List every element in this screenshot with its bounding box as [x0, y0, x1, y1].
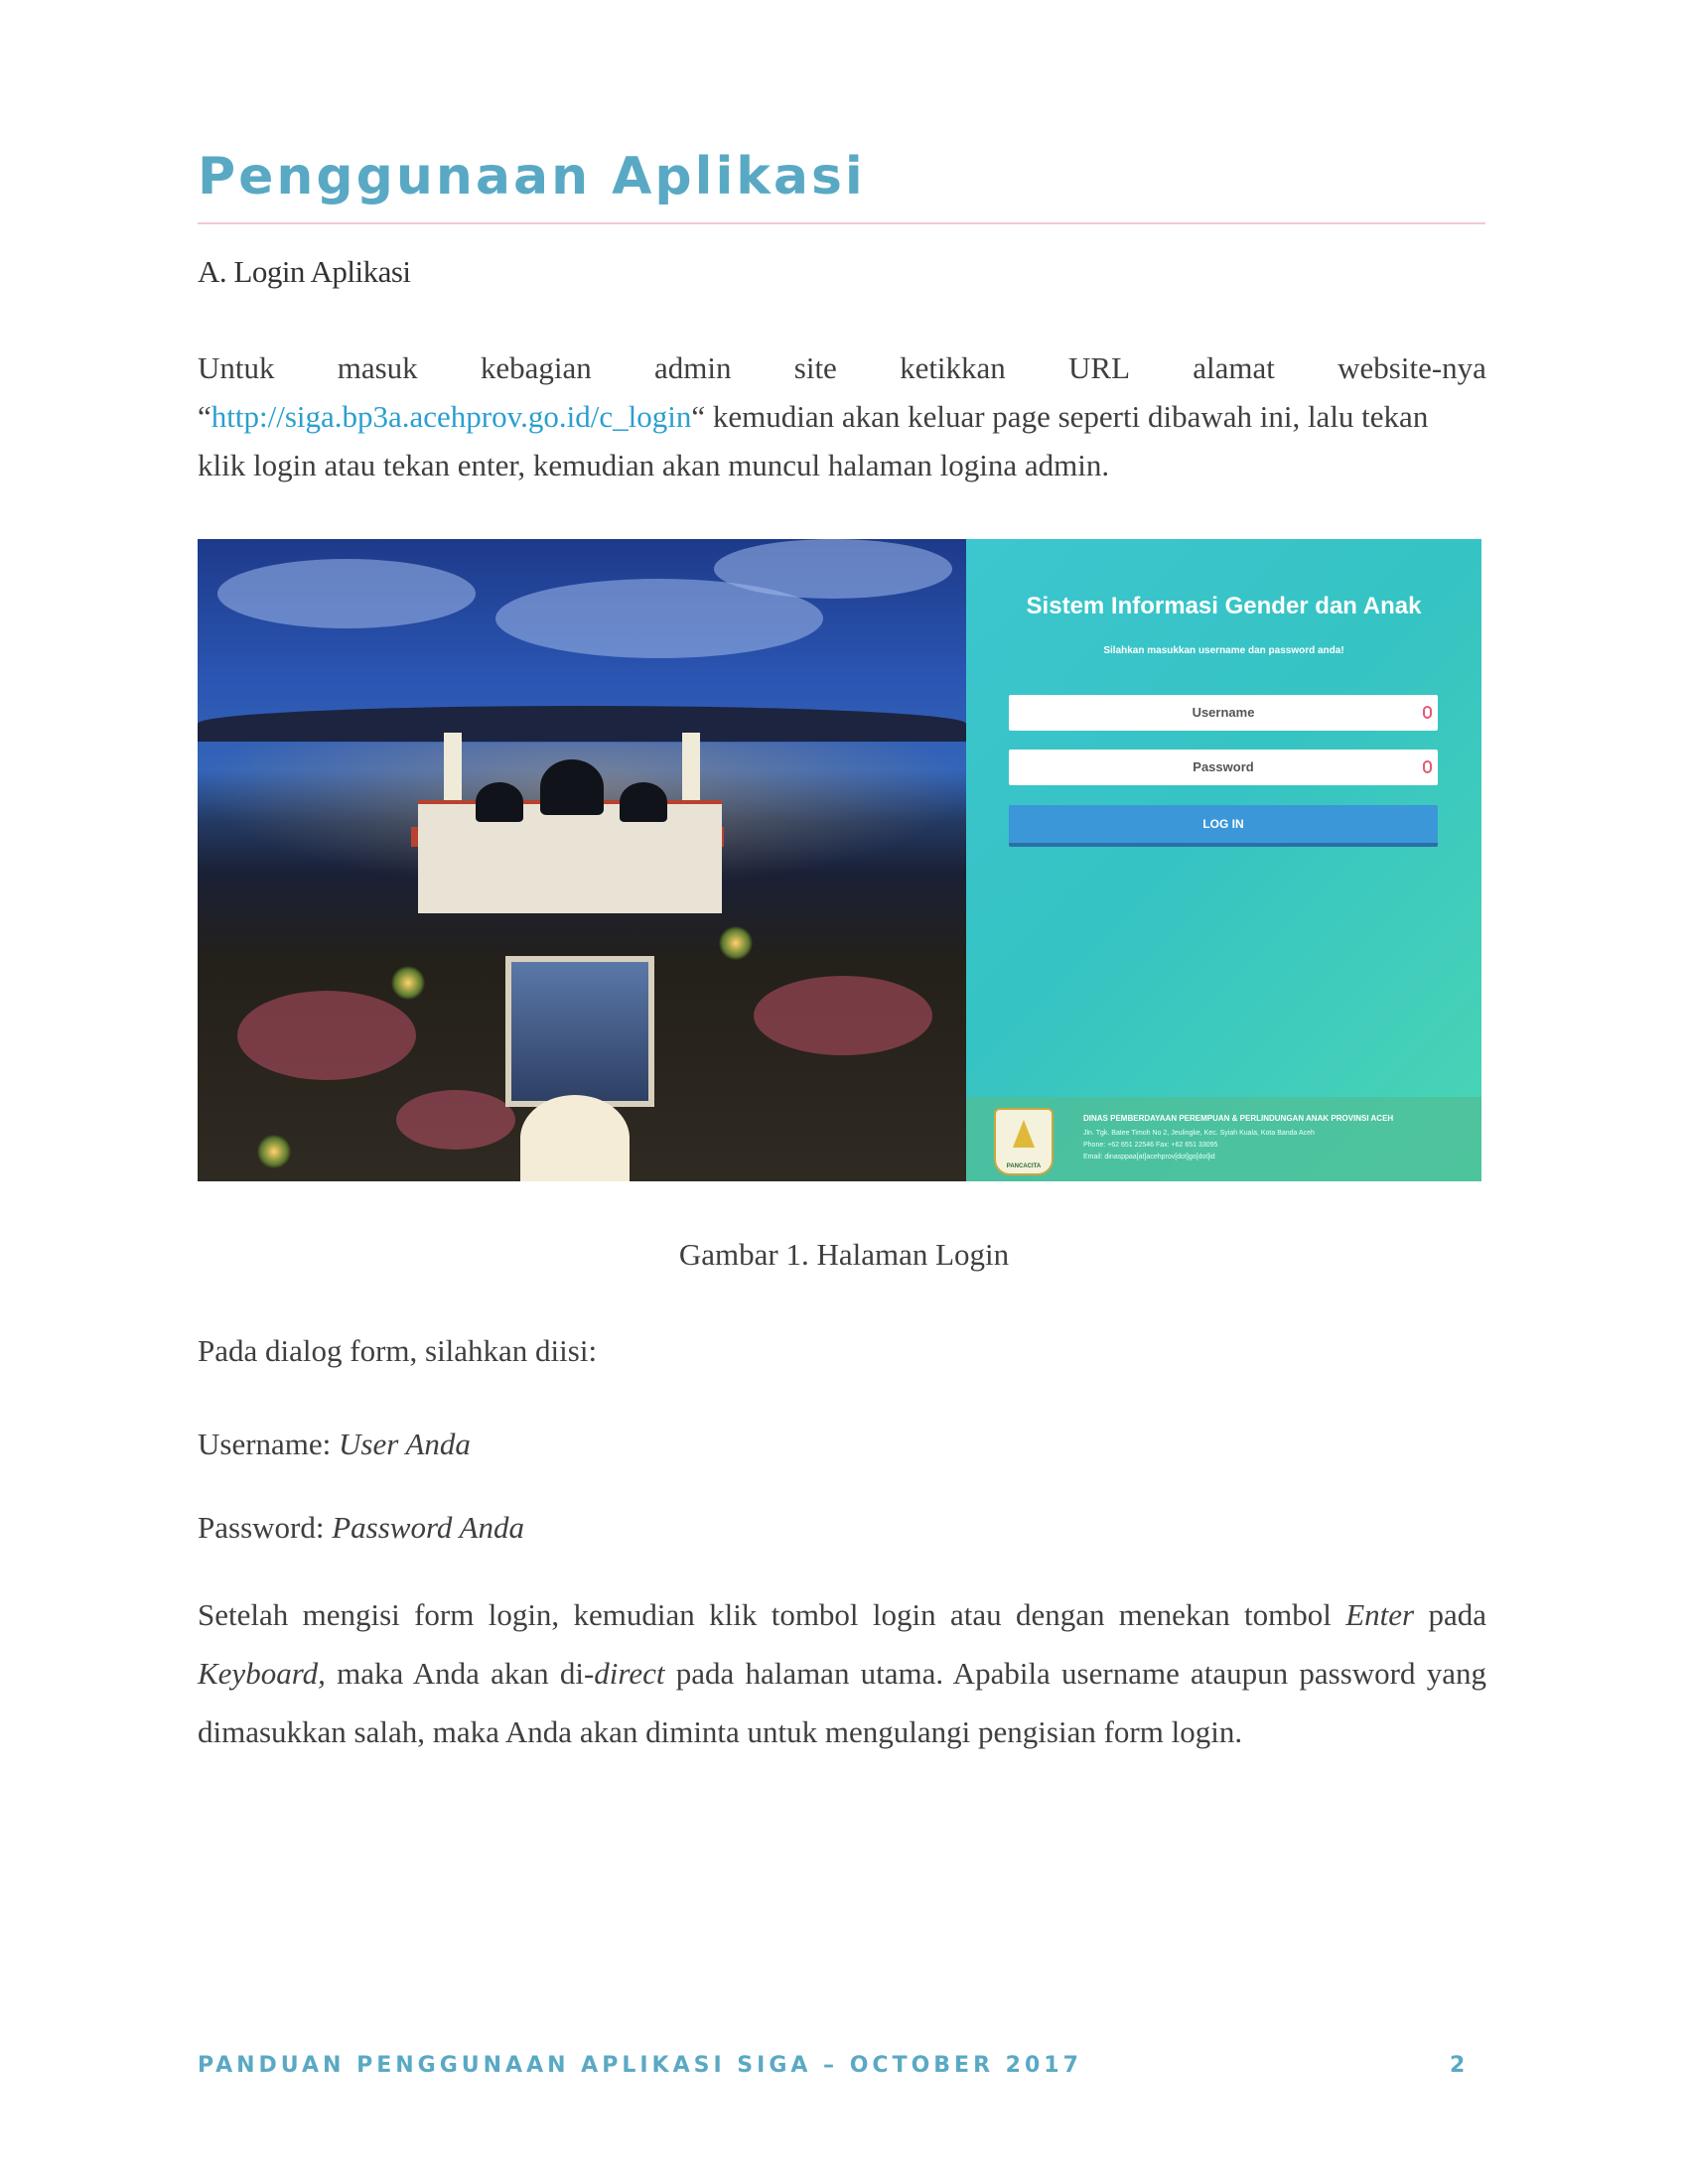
login-panel — [966, 539, 1481, 1181]
footer-address: Jln. Tgk. Batee Timoh No 2, Jeulingke, Kec. Syiah Kuala, Kota Banda Aceh — [1083, 1130, 1315, 1137]
intro-line-1 — [198, 343, 1486, 392]
username-value: User Anda — [339, 1427, 471, 1461]
enter-key-text: Enter — [1345, 1597, 1415, 1632]
section-heading: A. Login Aplikasi — [198, 254, 411, 289]
username-field[interactable] — [1009, 695, 1438, 731]
dome — [476, 782, 523, 822]
login-url-link[interactable]: http://siga.bp3a.acehprov.go.id/c_login — [211, 399, 692, 434]
lock-icon — [1423, 760, 1432, 773]
username-line — [198, 1420, 1486, 1468]
dome — [620, 782, 667, 822]
keyboard-text: Keyboard, — [198, 1656, 326, 1691]
intro-word: ketikkan — [900, 350, 1006, 385]
palm-tree — [391, 966, 425, 1000]
intro-word: Untuk — [198, 350, 275, 385]
mosque-gate — [520, 1095, 630, 1181]
main-dome — [540, 759, 604, 815]
closing-text: maka Anda akan di- — [325, 1656, 595, 1691]
password-line — [198, 1503, 1486, 1552]
closing-paragraph — [198, 1585, 1486, 1761]
direct-text: direct — [594, 1656, 665, 1691]
login-subtitle: Silahkan masukkan username dan password anda! — [1103, 645, 1344, 656]
footer-phone: Phone: +62 651 22546 Fax: +62 651 33095 — [1083, 1142, 1218, 1149]
lit-lawn — [396, 1090, 515, 1150]
login-footer — [966, 1097, 1481, 1181]
intro-word: masuk — [337, 350, 418, 385]
password-label: Password: — [198, 1510, 333, 1545]
intro-word: site — [793, 350, 837, 385]
login-screenshot-figure — [198, 539, 1481, 1181]
logo-word: PANCACITA — [1006, 1163, 1042, 1169]
reflecting-pool — [505, 956, 654, 1107]
mosque-photo — [198, 539, 966, 1181]
password-field[interactable] — [1009, 750, 1438, 785]
lit-lawn — [754, 976, 932, 1055]
mosque-building — [418, 800, 722, 913]
cloud — [217, 559, 476, 628]
intro-word: website-nya — [1337, 350, 1486, 385]
palm-tree — [719, 926, 753, 960]
intro-word: admin — [654, 350, 732, 385]
intro-word: alamat — [1193, 350, 1275, 385]
page-number: 2 — [1450, 2053, 1466, 2078]
lit-lawn — [237, 991, 416, 1080]
pancacita-logo — [994, 1108, 1054, 1175]
intro-paragraph — [198, 343, 1486, 489]
figure-caption: Gambar 1. Halaman Login — [678, 1237, 1010, 1272]
footer-email: Email: dinasppaa[at]acehprov[dot]go[dot]id — [1083, 1154, 1215, 1160]
closing-text: Setelah mengisi form login, kemudian klik tombol login atau dengan menekan tombol — [198, 1597, 1346, 1632]
title-divider — [198, 222, 1485, 224]
password-placeholder: Password — [1193, 759, 1254, 774]
intro-line-2-text: “ kemudian akan keluar page seperti dibawah ini, lalu tekan — [691, 399, 1429, 434]
intro-line-2 — [198, 392, 1486, 441]
page-footer: PANDUAN PENGGUNAAN APLIKASI SIGA – OCTOBER 2017 — [198, 2053, 1082, 2078]
username-placeholder: Username — [1192, 705, 1255, 720]
closing-text: pada halaman utama. Apabila username ataupun password yang dimasukkan salah, maka Anda akan diminta untuk mengulangi pengisian form login. — [198, 1656, 1486, 1749]
logo-emblem-icon — [1013, 1120, 1035, 1148]
intro-word: kebagian — [480, 350, 592, 385]
username-label: Username: — [198, 1427, 340, 1461]
cloud — [714, 539, 952, 599]
user-icon — [1423, 706, 1432, 719]
closing-text: pada — [1414, 1597, 1486, 1632]
login-button[interactable]: LOG IN — [1009, 805, 1438, 847]
password-value: Password Anda — [332, 1510, 524, 1545]
login-title: Sistem Informasi Gender dan Anak — [1026, 593, 1422, 619]
intro-word: URL — [1068, 350, 1131, 385]
form-intro: Pada dialog form, silahkan diisi: — [198, 1333, 598, 1368]
palm-tree — [257, 1135, 291, 1168]
hills — [198, 706, 966, 742]
quote-mark: “ — [198, 399, 211, 434]
page-title: Penggunaan Aplikasi — [198, 147, 866, 206]
intro-line-3: klik login atau tekan enter, kemudian akan muncul halaman logina admin. — [198, 448, 1110, 482]
footer-organization: DINAS PEMBERDAYAAN PEREMPUAN & PERLINDUNGAN ANAK PROVINSI ACEH — [1083, 1114, 1394, 1123]
